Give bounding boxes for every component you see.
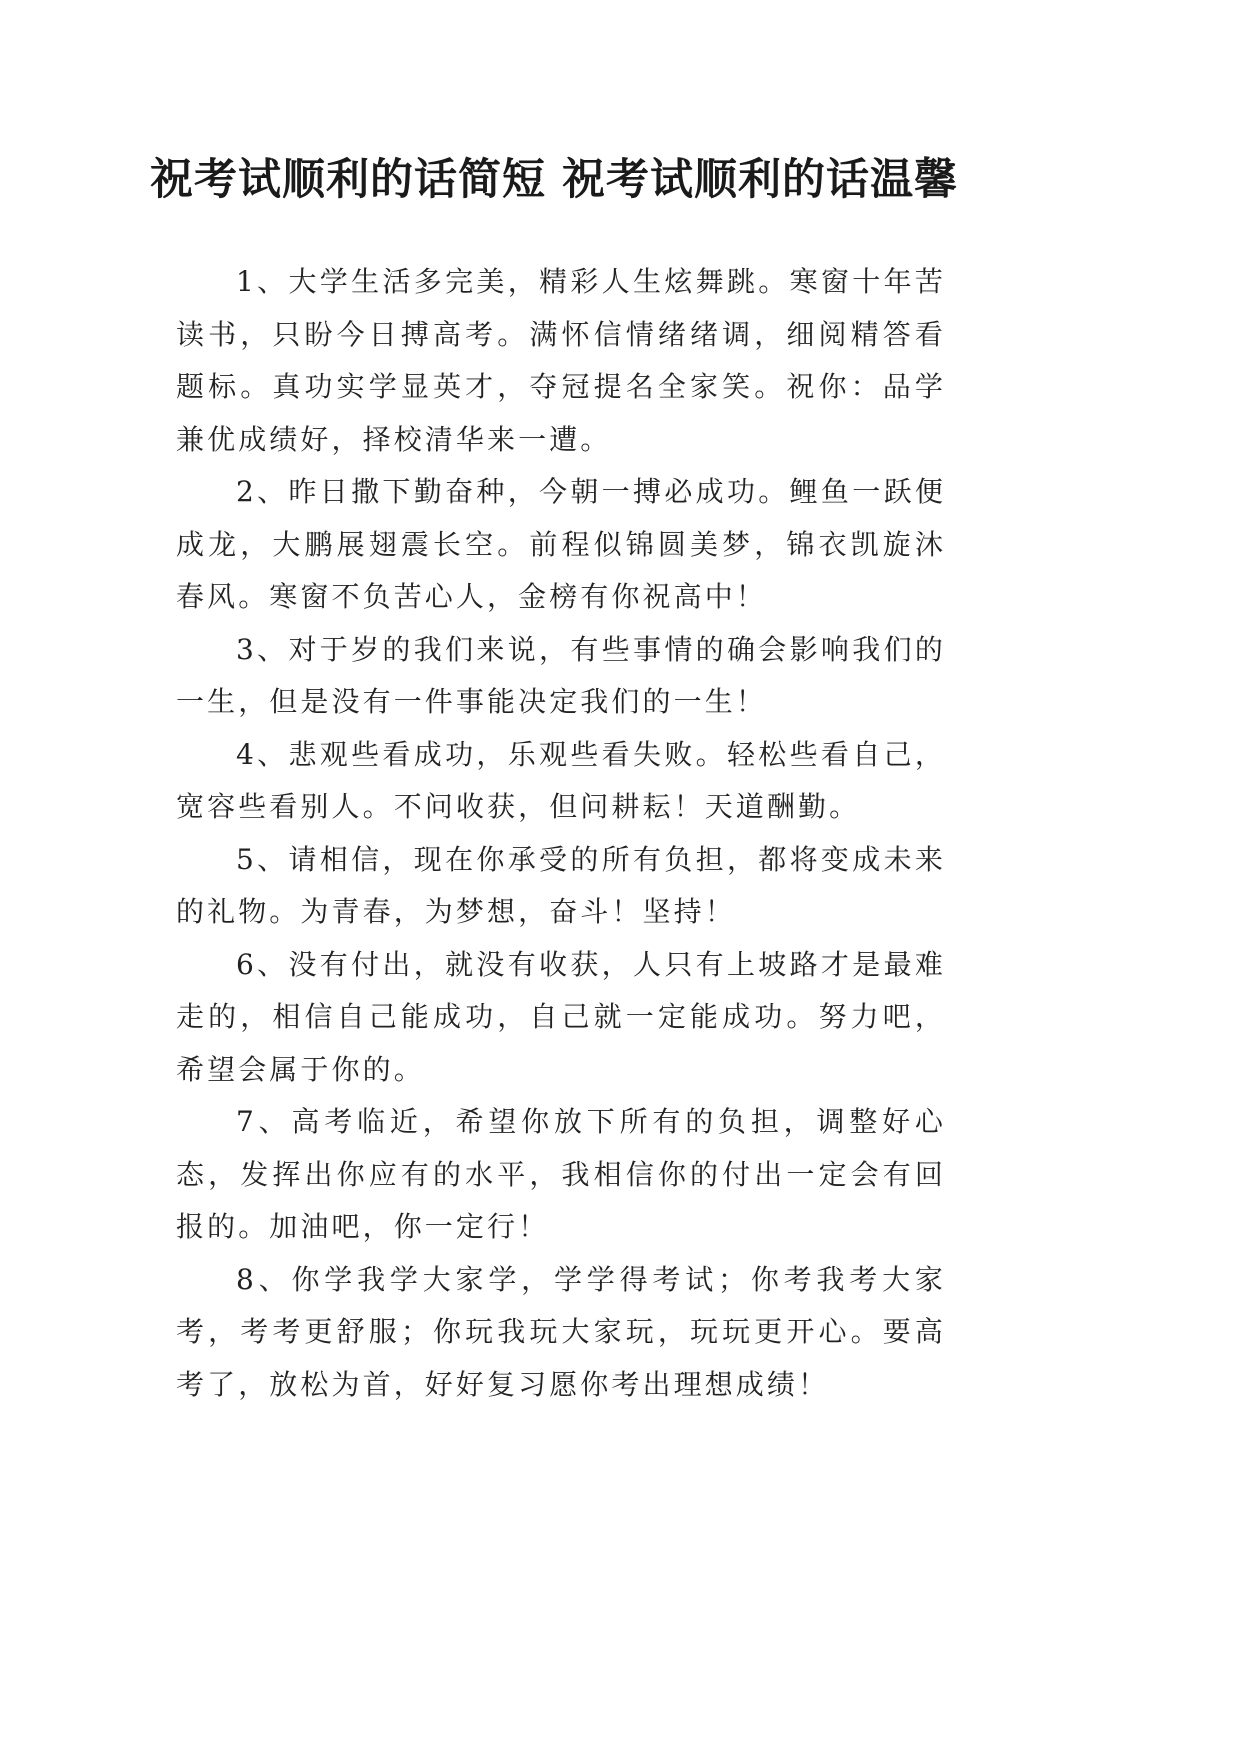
paragraph-3: 3、对于岁的我们来说，有些事情的确会影响我们的一生，但是没有一件事能决定我们的一生！ bbox=[176, 632, 946, 718]
paragraph-1: 1、大学生活多完美，精彩人生炫舞跳。寒窗十年苦读书，只盼今日搏高考。满怀信情绪绪调，细阅精答看题标。真功实学显英才，夺冠提名全家笑。祝你：品学兼优成绩好，择校清华来一遭。 bbox=[176, 265, 946, 456]
paragraph-7: 7、高考临近，希望你放下所有的负担，调整好心态，发挥出你应有的水平，我相信你的付出一定会有回报的。加油吧，你一定行！ bbox=[176, 1105, 946, 1243]
document-title: 祝考试顺利的话简短 祝考试顺利的话温馨 bbox=[150, 155, 958, 205]
document-body bbox=[176, 256, 946, 1411]
paragraph-8: 8、你学我学大家学，学学得考试；你考我考大家考，考考更舒服；你玩我玩大家玩，玩玩更开心。要高考了，放松为首，好好复习愿你考出理想成绩！ bbox=[176, 1262, 946, 1401]
paragraph-2: 2、昨日撒下勤奋种，今朝一搏必成功。鲤鱼一跃便成龙，大鹏展翅震长空。前程似锦圆美梦，锦衣凯旋沐春风。寒窗不负苦心人，金榜有你祝高中！ bbox=[176, 475, 946, 613]
paragraph-4: 4、悲观些看成功，乐观些看失败。轻松些看自己，宽容些看别人。不问收获，但问耕耘！天道酬勤。 bbox=[176, 737, 946, 823]
paragraph-5: 5、请相信，现在你承受的所有负担，都将变成未来的礼物。为青春，为梦想，奋斗！坚持！ bbox=[176, 842, 946, 928]
paragraph-6: 6、没有付出，就没有收获，人只有上坡路才是最难走的，相信自己能成功，自己就一定能成功。努力吧，希望会属于你的。 bbox=[176, 947, 946, 1086]
